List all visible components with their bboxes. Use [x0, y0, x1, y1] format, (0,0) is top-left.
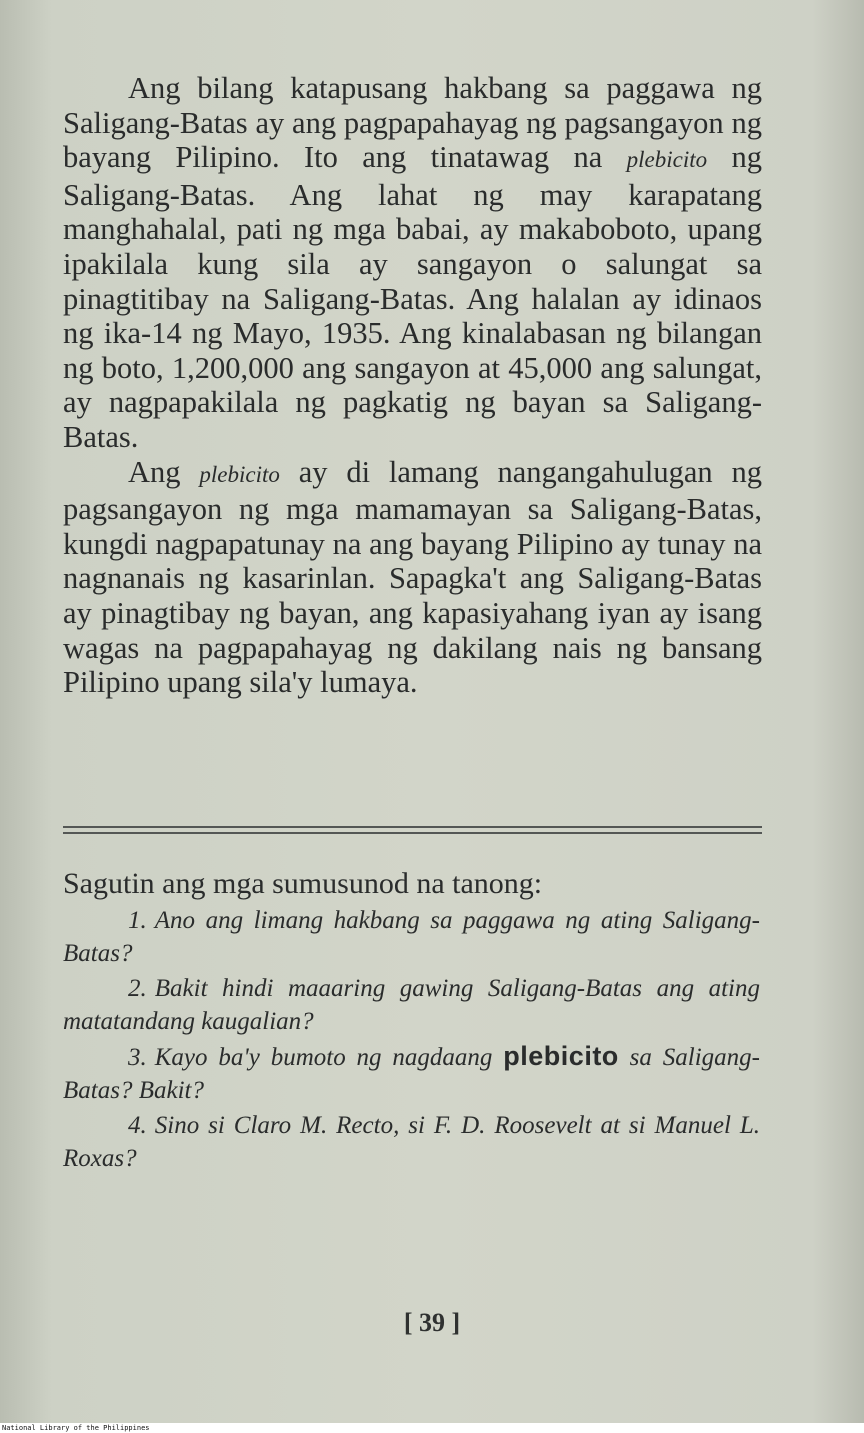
question-item: 2. Bakit hindi maaaring gawing Saligang-Batas ang ating matatandang kaugalian? — [63, 975, 760, 1035]
question-item: 4. Sino si Claro M. Recto, si F. D. Roosevelt at si Manuel L. Roxas? — [63, 1112, 760, 1172]
library-credit: National Library of the Philippines — [2, 1424, 150, 1432]
italic-term: plebicito — [199, 461, 280, 487]
page-number: [ 39 ] — [403, 1308, 461, 1337]
question-item: 3. Kayo ba'y bumoto ng nagdaang plebicito sa Saligang-Batas? Bakit? — [63, 1041, 760, 1104]
body-text — [63, 71, 762, 700]
double-rule-divider — [63, 826, 762, 834]
paragraph-1: Ang bilang katapusang hakbang sa paggawa ng Saligang-Batas ay ang pagpapahayag ng pagsangayon ng bayang Pilipino. Ito ang tinatawag na plebicito ng Saligang-Batas. Ang lahat ng may karapatang manghahalal, pati ng mga babai, ay makaboboto, upang ipakilala kung sila ay sangayon o salungat sa pinagtitibay na Saligang-Batas. Ang halalan ay idinaos ng ika-14 ng Mayo, 1935. Ang kinalabasan ng bilangan ng boto, 1,200,000 ang sangayon at 45,000 ang salungat, ay nagpapakilala ng pagkatig ng bayan sa Saligang-Batas. — [63, 71, 763, 454]
question-list — [63, 904, 760, 1177]
questions-heading: Sagutin ang mga sumusunod na tanong: — [63, 867, 543, 900]
paragraph-2: Ang plebicito ay di lamang nangangahulugan ng pagsangayon ng mga mamamayan sa Saligang-Batas, kungdi nagpapatunay na ang bayang Pilipino ay tunay na nagnanais ng kasarinlan. Sapagka't ang Saligang-Batas ay pinagtibay ng bayan, ang kapasiyahang iyan ay isang wagas na pagpapahayag ng dakilang nais ng bansang Pilipino upang sila'y lumaya. — [63, 454, 762, 700]
italic-term: plebicito — [626, 147, 708, 173]
question-item: 1. Ano ang limang hakbang sa paggawa ng ating Saligang-Batas? — [63, 907, 760, 967]
bold-term: plebicito — [503, 1041, 619, 1071]
